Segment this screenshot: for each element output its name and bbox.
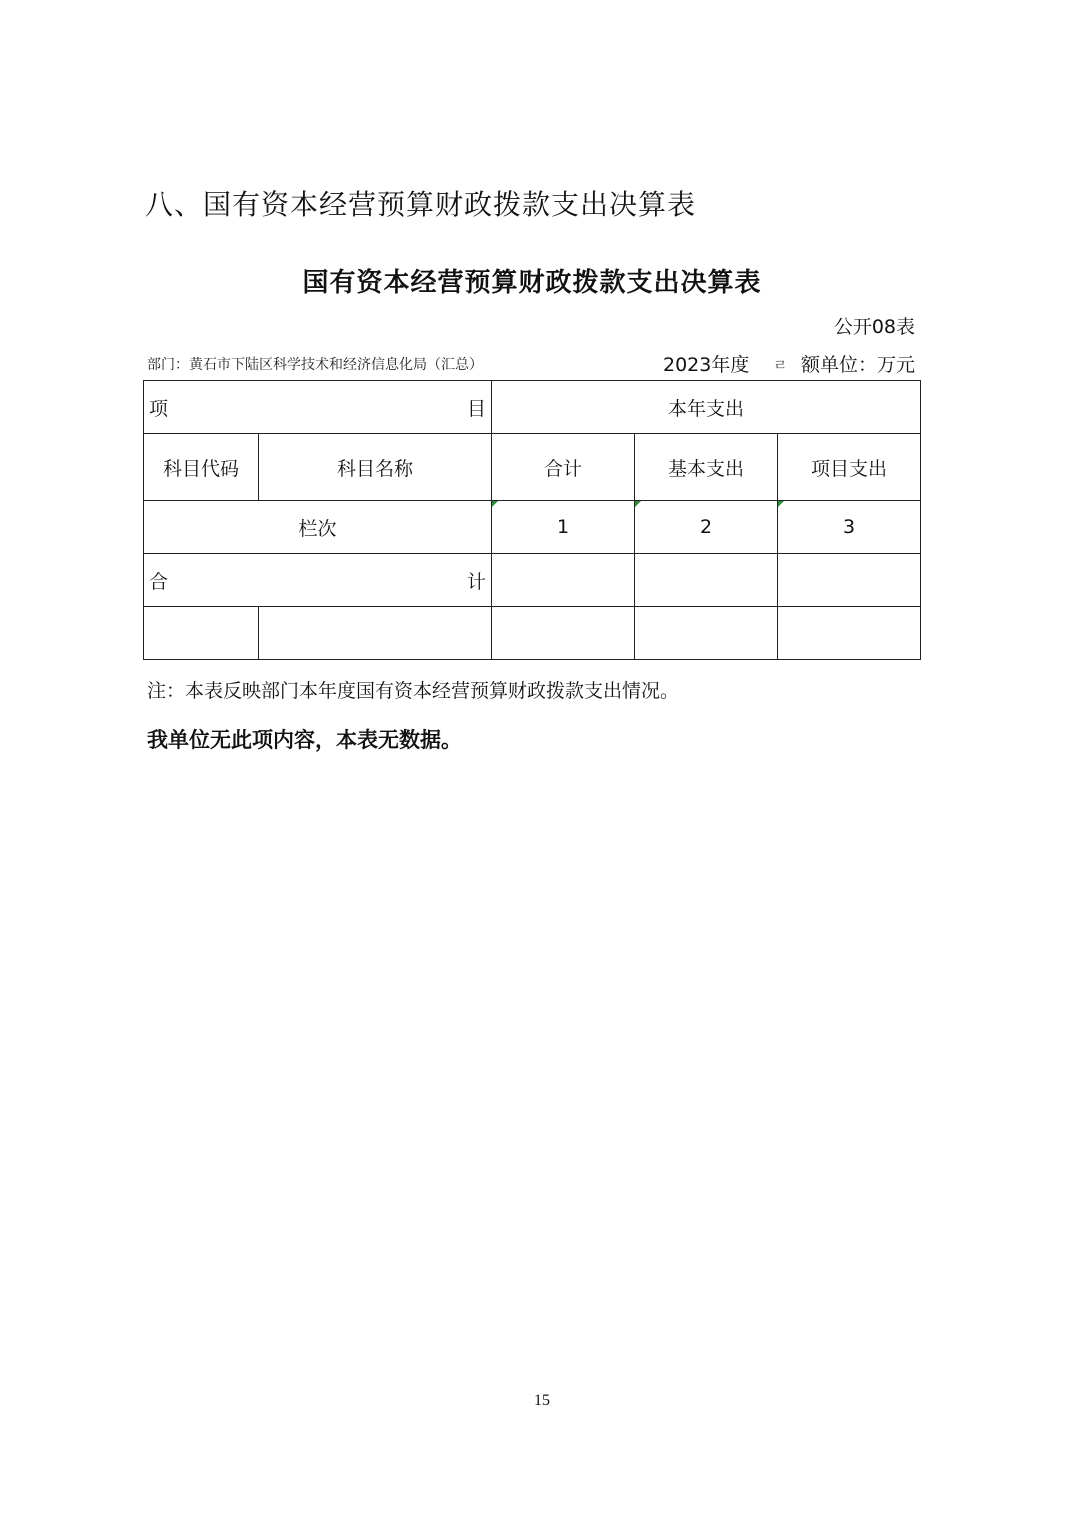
name-header: 科目名称	[259, 434, 492, 501]
code-header: 科目代码	[144, 434, 259, 501]
header-row-2	[144, 434, 921, 501]
project-expense-header: 项目支出	[778, 434, 921, 501]
no-data-statement: 我单位无此项内容，本表无数据。	[147, 727, 462, 752]
empty-cell	[144, 607, 259, 660]
cell-marker-icon	[635, 501, 641, 507]
cell-marker-icon	[492, 501, 498, 507]
empty-cell	[778, 607, 921, 660]
table-title: 国有资本经营预算财政拨款支出决算表	[302, 268, 762, 298]
total-value-cell	[492, 554, 635, 607]
project-value-cell	[778, 554, 921, 607]
column-index-2	[635, 501, 778, 554]
column-index-row	[144, 501, 921, 554]
item-header-left: 项	[149, 397, 169, 420]
column-index-2-text: 2	[699, 516, 713, 538]
department-label: 部门：黄石市下陆区科学技术和经济信息化局（汇总）	[147, 357, 483, 373]
item-header-right: 目	[466, 397, 486, 420]
basic-expense-header: 基本支出	[635, 434, 778, 501]
empty-cell	[492, 607, 635, 660]
table-id: 公开08表	[833, 316, 915, 338]
current-expense-header: 本年支出	[492, 381, 921, 434]
empty-data-row	[144, 607, 921, 660]
column-index-1-text: 1	[556, 516, 570, 538]
table-note: 注：本表反映部门本年度国有资本经营预算财政拨款支出情况。	[147, 680, 680, 702]
unit-mark: ㄹ	[773, 356, 788, 374]
total-label-right: 计	[466, 570, 486, 593]
total-row	[144, 554, 921, 607]
item-header-cell	[144, 381, 492, 434]
column-label: 栏次	[144, 501, 492, 554]
column-index-3	[778, 501, 921, 554]
page-number: 15	[534, 1392, 550, 1409]
fiscal-year: 2023年度	[663, 354, 750, 376]
column-index-3-text: 3	[842, 516, 856, 538]
total-label-cell	[144, 554, 492, 607]
total-header: 合计	[492, 434, 635, 501]
cell-marker-icon	[778, 501, 784, 507]
empty-cell	[259, 607, 492, 660]
basic-value-cell	[635, 554, 778, 607]
amount-unit: 额单位：万元	[800, 354, 915, 376]
header-row-1	[144, 381, 921, 434]
empty-cell	[635, 607, 778, 660]
budget-table	[143, 380, 921, 660]
total-label-left: 合	[149, 570, 169, 593]
section-heading: 八、国有资本经营预算财政拨款支出决算表	[145, 188, 697, 221]
column-index-1	[492, 501, 635, 554]
